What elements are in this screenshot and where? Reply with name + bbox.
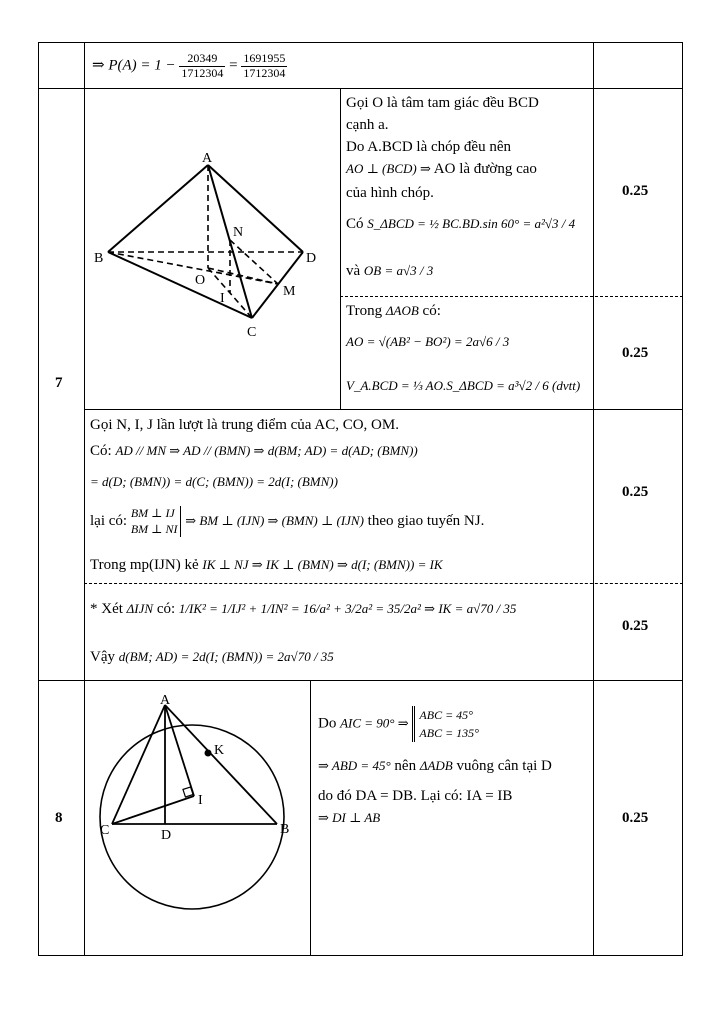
q8-line3: do đó DA = DB. Lại có: IA = IB bbox=[318, 788, 513, 804]
svg-text:A: A bbox=[202, 151, 213, 166]
q7-part3-line5: Trong mp(IJN) kẻ IK ⊥ NJ ⇒ IK ⊥ (BMN) ⇒ d(I; (BMN)) = IK bbox=[90, 557, 443, 573]
q8-score: 0.25 bbox=[622, 810, 649, 826]
question-number-8: 8 bbox=[55, 810, 63, 826]
q7-part3-line2: Có: AD // MN ⇒ AD // (BMN) ⇒ d(BM; AD) = d(AD; (BMN)) bbox=[90, 443, 418, 459]
q7-part3-line3: = d(D; (BMN)) = d(C; (BMN)) = 2d(I; (BMN)) bbox=[90, 474, 338, 489]
circle-figure bbox=[92, 692, 312, 932]
q7-score-3: 0.25 bbox=[622, 484, 649, 500]
q7-part4-line2: Vậy d(BM; AD) = 2d(I; (BMN)) = 2a√70 / 35 bbox=[90, 649, 334, 665]
svg-text:M: M bbox=[283, 284, 296, 299]
q7-text-1: Gọi O là tâm tam giác đều BCD bbox=[346, 95, 539, 111]
pyramid-figure bbox=[90, 140, 340, 380]
q7-score-1: 0.25 bbox=[622, 183, 649, 199]
svg-text:C: C bbox=[247, 325, 257, 340]
q7-text-5: của hình chóp. bbox=[346, 185, 434, 201]
q7-ao-formula: AO = √(AB² − BO²) = 2a√6 / 3 bbox=[346, 334, 510, 349]
q7-text-4: AO ⊥ (BCD) ⇒ AO là đường cao bbox=[346, 161, 537, 177]
svg-text:B: B bbox=[280, 822, 290, 837]
svg-text:N: N bbox=[233, 225, 244, 240]
svg-text:D: D bbox=[161, 828, 172, 843]
q7-score-2: 0.25 bbox=[622, 345, 649, 361]
q7-part3-line1: Gọi N, I, J lần lượt là trung điểm của AC, CO, OM. bbox=[90, 417, 399, 433]
q7-text-2: cạnh a. bbox=[346, 117, 389, 133]
question-number-7: 7 bbox=[55, 375, 63, 391]
q7-ob-formula: và OB = a√3 / 3 bbox=[346, 263, 434, 279]
probability-formula: ⇒ P(A) = 1 − $\frac{20349}{1712304}$ = $\frac{1691955}{1712304}$ bbox=[92, 51, 286, 80]
svg-text:I: I bbox=[220, 291, 225, 306]
q7-part2-intro: Trong ΔAOB có: bbox=[346, 303, 441, 319]
q7-score-4: 0.25 bbox=[622, 618, 649, 634]
q7-part4-line1: * Xét ΔIJN có: 1/IK² = 1/IJ² + 1/IN² = 16/a² + 3/2a² = 35/2a² ⇒ IK = a√70 / 35 bbox=[90, 601, 517, 617]
svg-text:O: O bbox=[195, 273, 206, 288]
q8-line2: ⇒ ABD = 45° nên ΔADB vuông cân tại D bbox=[318, 758, 552, 774]
svg-text:C: C bbox=[100, 823, 110, 838]
q8-line4: ⇒ DI ⊥ AB bbox=[318, 810, 381, 825]
svg-text:I: I bbox=[198, 793, 203, 808]
svg-text:B: B bbox=[94, 251, 104, 266]
q7-text-3: Do A.BCD là chóp đều nên bbox=[346, 139, 511, 155]
svg-text:K: K bbox=[214, 743, 225, 758]
q8-line1: Do AIC = 90° ⇒ ABC = 45° ABC = 135° bbox=[318, 708, 479, 740]
svg-text:D: D bbox=[306, 251, 317, 266]
svg-text:A: A bbox=[160, 693, 171, 708]
q7-area-formula: Có S_ΔBCD = ½ BC.BD.sin 60° = a²√3 / 4 bbox=[346, 216, 576, 232]
q7-part3-line4: lại có: BM ⊥ IJ BM ⊥ NI ⇒ BM ⊥ (IJN) ⇒ (BMN) ⊥ (IJN) theo giao tuyến NJ. bbox=[90, 506, 485, 536]
q7-volume-formula: V_A.BCD = ⅓ AO.S_ΔBCD = a³√2 / 6 (dvtt) bbox=[346, 378, 581, 393]
